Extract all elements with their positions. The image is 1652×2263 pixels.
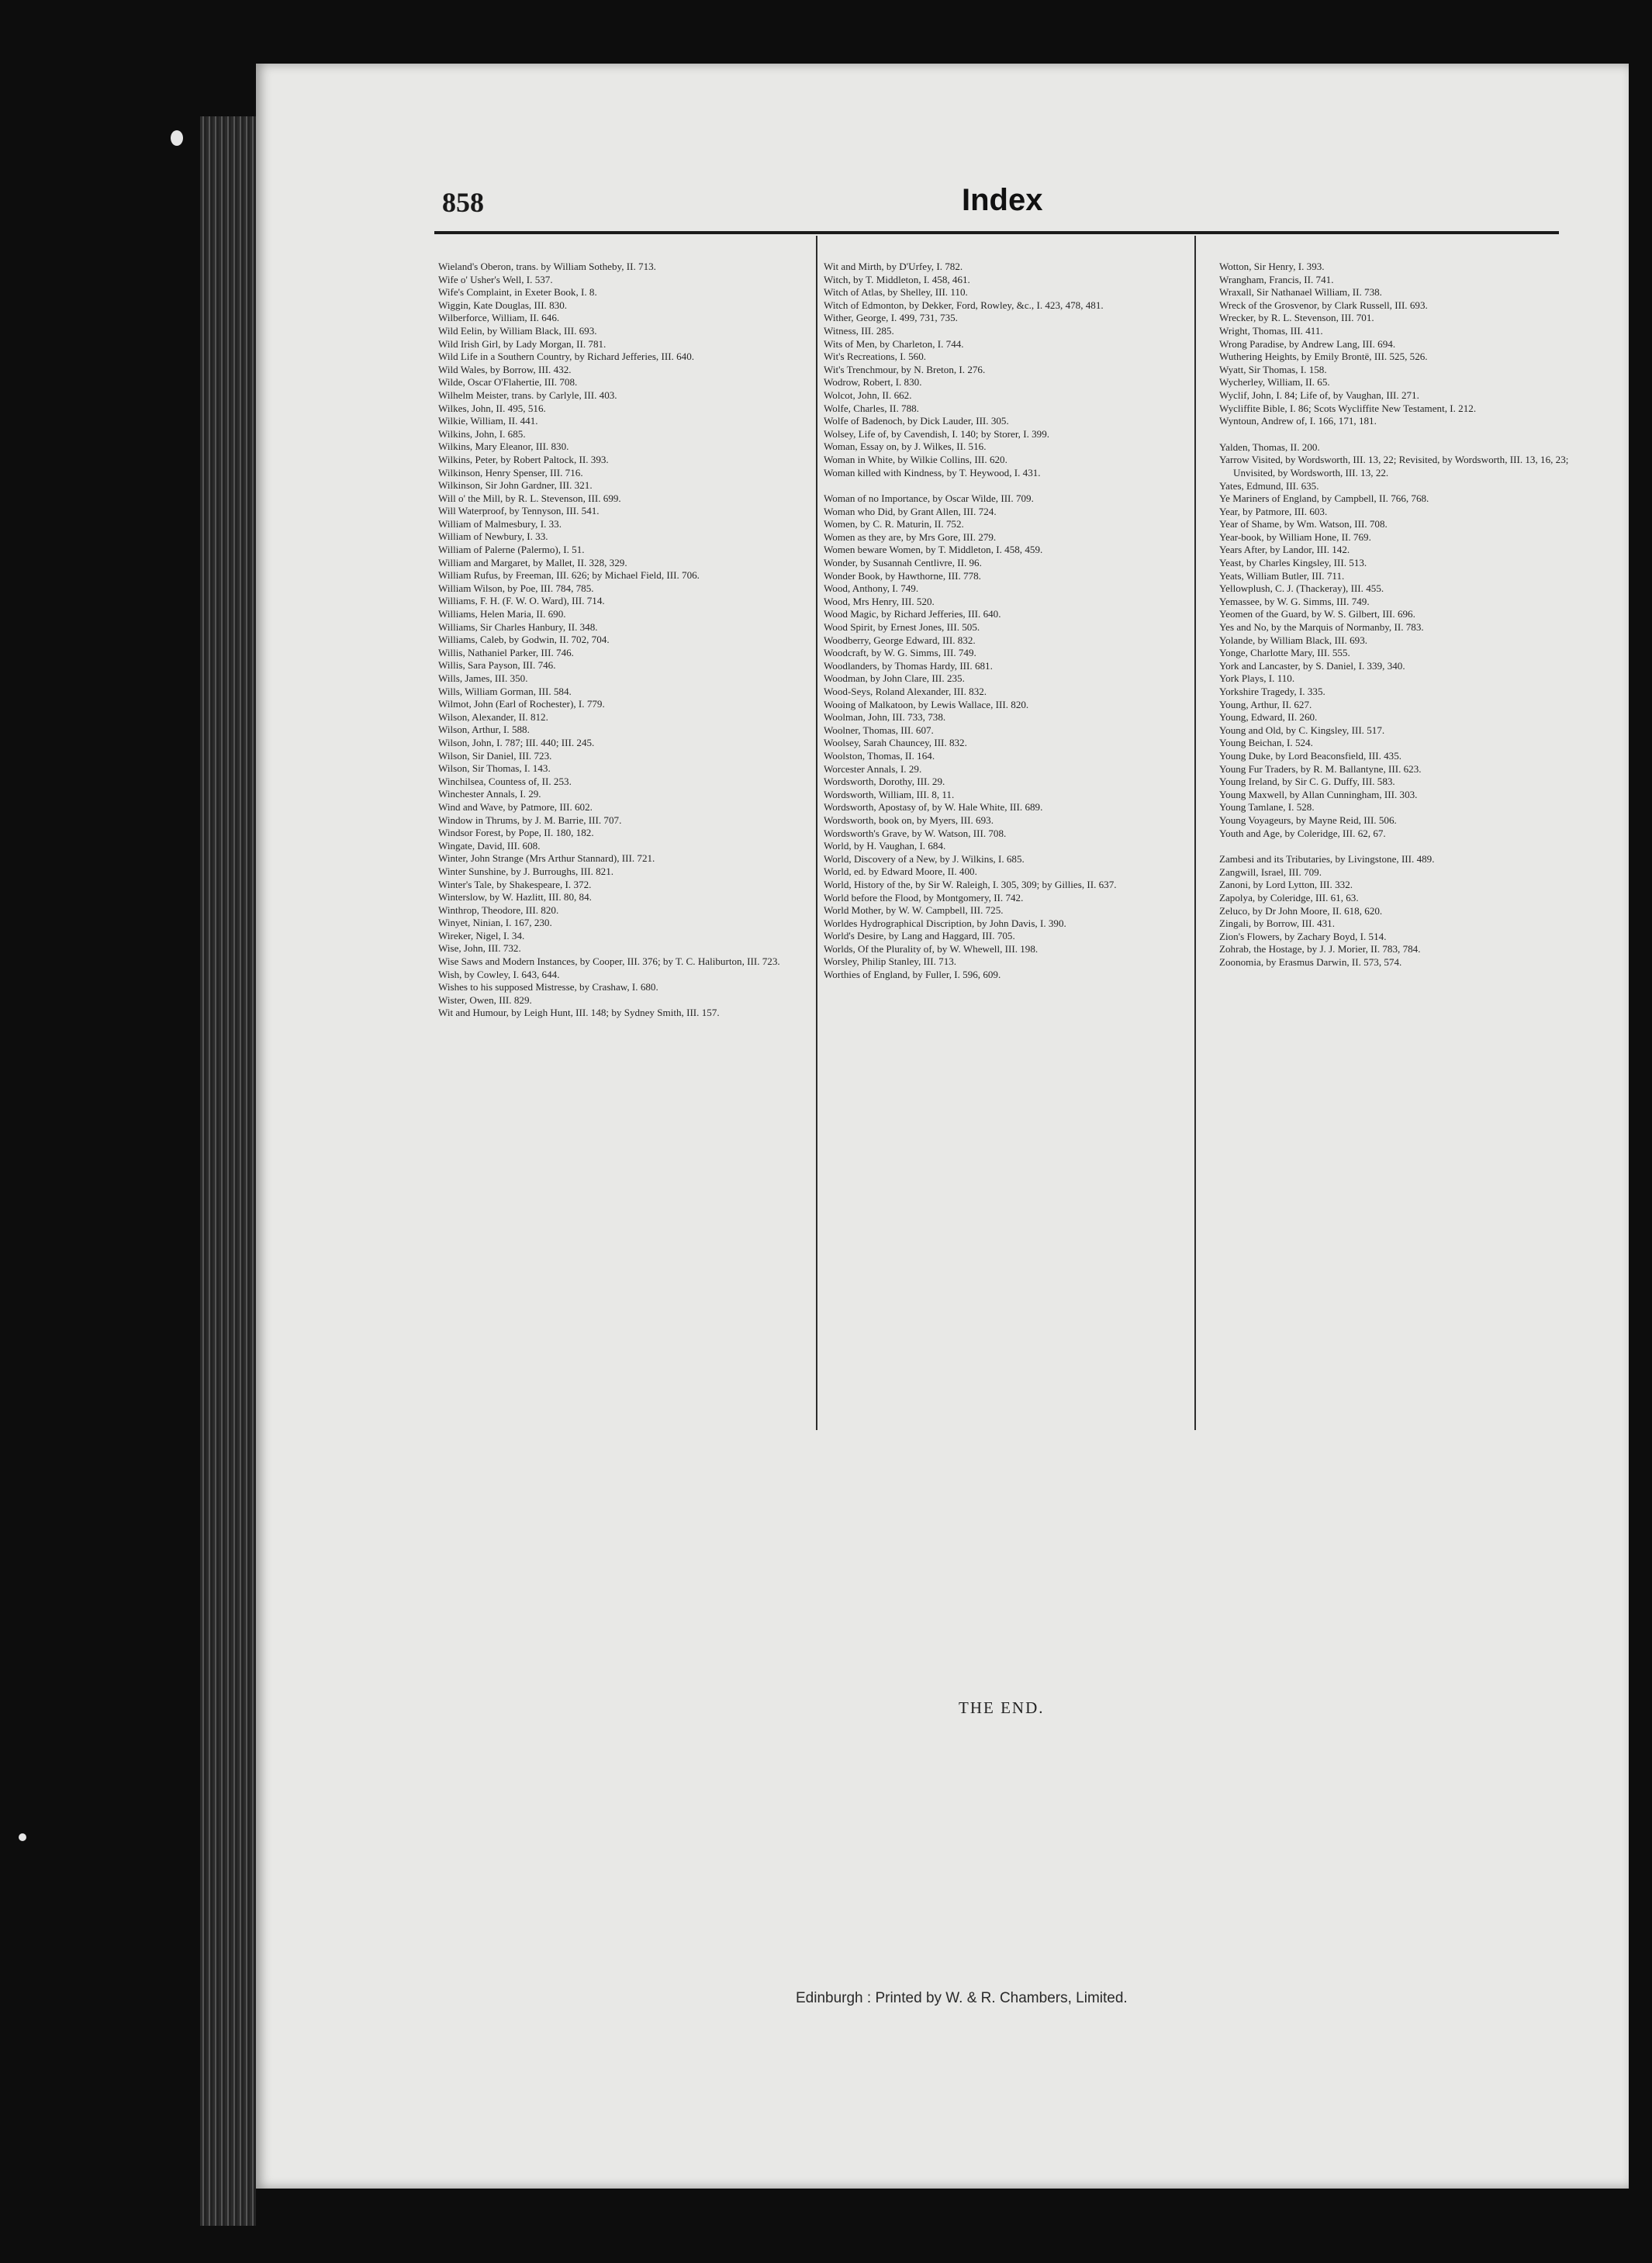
index-entry: Winterslow, by W. Hazlitt, III. 80, 84. [438, 891, 592, 903]
index-entry: Wilson, Arthur, I. 588. [438, 724, 530, 736]
scan-speck [19, 1833, 26, 1841]
index-entry: Wither, George, I. 499, 731, 735. [824, 312, 958, 324]
index-entry: Wraxall, Sir Nathanael William, II. 738. [1219, 286, 1382, 299]
index-entry: World before the Flood, by Montgomery, II. 742. [824, 891, 1024, 903]
index-entry: Wolsey, Life of, by Cavendish, I. 140; by Storer, I. 399. [824, 427, 1050, 440]
index-entry: Young, Edward, II. 260. [1219, 711, 1318, 724]
printer-imprint: Edinburgh : Printed by W. & R. Chambers, Limited. [796, 1990, 1128, 2006]
index-entry: Worsley, Philip Stanley, III. 713. [824, 955, 957, 968]
index-entry: Wilkes, John, II. 495, 516. [438, 402, 546, 414]
index-entry: Will o' the Mill, by R. L. Stevenson, III. 699. [438, 492, 621, 504]
index-entry: Yeast, by Charles Kingsley, III. 513. [1219, 557, 1367, 569]
index-entry: Yolande, by William Black, III. 693. [1219, 634, 1368, 646]
index-entry: Wister, Owen, III. 829. [438, 993, 532, 1006]
index-entry: Women, by C. R. Maturin, II. 752. [824, 518, 964, 530]
index-entry: Wild Life in a Southern Country, by Richard Jefferies, III. 640. [438, 351, 695, 363]
index-entry: Winter, John Strange (Mrs Arthur Stannard), III. 721. [438, 852, 655, 865]
index-entry: Wind and Wave, by Patmore, III. 602. [438, 800, 593, 813]
index-gap [824, 479, 1179, 492]
index-entry: Wilson, Sir Daniel, III. 723. [438, 749, 552, 762]
index-entry: Witch of Edmonton, by Dekker, Ford, Rowley, &c., I. 423, 478, 481. [824, 299, 1104, 311]
index-entry: Wrangham, Francis, II. 741. [1219, 273, 1334, 285]
index-entry: Yalden, Thomas, II. 200. [1219, 441, 1320, 453]
index-entry: Wordsworth, book on, by Myers, III. 693. [824, 814, 994, 826]
index-entry: Wyclif, John, I. 84; Life of, by Vaughan, III. 271. [1219, 389, 1419, 401]
index-entry: Year-book, by William Hone, II. 769. [1219, 530, 1371, 543]
index-entry: Winchilsea, Countess of, II. 253. [438, 775, 572, 787]
index-entry: Woman of no Importance, by Oscar Wilde, III. 709. [824, 492, 1034, 505]
index-entry: Young Tamlane, I. 528. [1219, 801, 1315, 814]
index-entry: Woolston, Thomas, II. 164. [824, 749, 935, 762]
index-entry: Wodrow, Robert, I. 830. [824, 376, 922, 389]
index-entry: Winyet, Ninian, I. 167, 230. [438, 917, 552, 929]
index-entry: Woodcraft, by W. G. Simms, III. 749. [824, 647, 976, 659]
index-entry: Year of Shame, by Wm. Watson, III. 708. [1219, 518, 1388, 530]
column-divider [816, 236, 817, 1430]
index-entry: Youth and Age, by Coleridge, III. 62, 67. [1219, 827, 1386, 839]
index-entry: Wright, Thomas, III. 411. [1219, 324, 1323, 337]
index-entry: Woman, Essay on, by J. Wilkes, II. 516. [824, 441, 987, 453]
index-entry: Wolfe of Badenoch, by Dick Lauder, III. 305. [824, 415, 1009, 427]
index-entry: Young, Arthur, II. 627. [1219, 698, 1312, 710]
index-entry: Young and Old, by C. Kingsley, III. 517. [1219, 724, 1385, 736]
page-number: 858 [442, 187, 484, 218]
index-entry: Zoonomia, by Erasmus Darwin, II. 573, 574. [1219, 955, 1402, 968]
index-entry: Williams, F. H. (F. W. O. Ward), III. 714. [438, 595, 605, 607]
index-entry: Yarrow Visited, by Wordsworth, III. 13, 22; Revisited, by Wordsworth, III. 13, 16, 23; Unvisited, by Wordsworth, III. 13, 22. [1219, 454, 1569, 479]
index-entry: Wyatt, Sir Thomas, I. 158. [1219, 363, 1327, 375]
index-entry: Willis, Sara Payson, III. 746. [438, 659, 556, 672]
index-entry: Wild Irish Girl, by Lady Morgan, II. 781. [438, 337, 607, 350]
index-entry: Zingali, by Borrow, III. 431. [1219, 917, 1335, 930]
index-entry: Woolner, Thomas, III. 607. [824, 724, 934, 736]
index-entry: Witch of Atlas, by Shelley, III. 110. [824, 286, 968, 299]
index-entry: Woodman, by John Clare, III. 235. [824, 672, 965, 685]
index-entry: Wit's Recreations, I. 560. [824, 351, 927, 363]
index-entry: World, ed. by Edward Moore, II. 400. [824, 865, 977, 878]
index-entry: Wonder Book, by Hawthorne, III. 778. [824, 569, 981, 582]
index-entry: Winchester Annals, I. 29. [438, 788, 541, 800]
index-entry: Wood-Seys, Roland Alexander, III. 832. [824, 686, 987, 697]
index-entry: Wyntoun, Andrew of, I. 166, 171, 181. [1219, 415, 1377, 427]
index-entry: Windsor Forest, by Pope, II. 180, 182. [438, 827, 594, 839]
index-entry: Year, by Patmore, III. 603. [1219, 505, 1328, 517]
index-column-middle [824, 261, 1179, 982]
index-entry: Young Voyageurs, by Mayne Reid, III. 506. [1219, 814, 1397, 826]
index-entry: Yonge, Charlotte Mary, III. 555. [1219, 647, 1350, 659]
index-entry: Wild Wales, by Borrow, III. 432. [438, 363, 572, 375]
index-entry: Young Ireland, by Sir C. G. Duffy, III. 583. [1219, 776, 1395, 788]
index-entry: World Mother, by W. W. Campbell, III. 725. [824, 904, 1004, 917]
index-entry: Wotton, Sir Henry, I. 393. [1219, 261, 1325, 272]
index-entry: Wilhelm Meister, trans. by Carlyle, III. 403. [438, 389, 617, 401]
index-entry: Wit and Mirth, by D'Urfey, I. 782. [824, 261, 963, 272]
index-entry: Wieland's Oberon, trans. by William Sotheby, II. 713. [438, 261, 656, 272]
index-entry: Will Waterproof, by Tennyson, III. 541. [438, 505, 600, 517]
index-entry: Worldes Hydrographical Discription, by John Davis, I. 390. [824, 917, 1066, 929]
index-entry: Wilmot, John (Earl of Rochester), I. 779. [438, 698, 605, 710]
index-entry: Witness, III. 285. [824, 324, 894, 337]
index-entry: Wood, Anthony, I. 749. [824, 582, 919, 595]
index-entry: Yes and No, by the Marquis of Normanby, II. 783. [1219, 621, 1424, 634]
index-entry: Window in Thrums, by J. M. Barrie, III. 707. [438, 814, 622, 826]
index-entry: Wit and Humour, by Leigh Hunt, III. 148; by Sydney Smith, III. 157. [438, 1007, 720, 1019]
index-entry: Zambesi and its Tributaries, by Livingstone, III. 489. [1219, 853, 1435, 865]
index-entry: Woodlanders, by Thomas Hardy, III. 681. [824, 659, 993, 672]
index-gap [1219, 428, 1574, 441]
index-entry: Wolcot, John, II. 662. [824, 389, 912, 401]
index-entry: Woodberry, George Edward, III. 832. [824, 634, 976, 646]
index-entry: Wordsworth, Dorothy, III. 29. [824, 776, 945, 788]
index-entry: Wilde, Oscar O'Flahertie, III. 708. [438, 376, 578, 389]
index-entry: Worcester Annals, I. 29. [824, 762, 922, 775]
index-entry: Wilberforce, William, II. 646. [438, 312, 560, 324]
index-entry: World, Discovery of a New, by J. Wilkins, I. 685. [824, 852, 1025, 865]
index-entry: Zapolya, by Coleridge, III. 61, 63. [1219, 891, 1359, 903]
index-entry: Zeluco, by Dr John Moore, II. 618, 620. [1219, 904, 1383, 917]
index-entry: Wish, by Cowley, I. 643, 644. [438, 968, 560, 980]
index-entry: Woman in White, by Wilkie Collins, III. 620. [824, 453, 1007, 465]
index-entry: World, by H. Vaughan, I. 684. [824, 840, 946, 852]
index-column-left [438, 261, 793, 1020]
index-entry: Woman who Did, by Grant Allen, III. 724. [824, 505, 997, 517]
index-entry: William of Newbury, I. 33. [438, 530, 548, 543]
index-entry: Yates, Edmund, III. 635. [1219, 479, 1319, 492]
index-entry: Woolsey, Sarah Chauncey, III. 832. [824, 737, 967, 749]
index-entry: Zohrab, the Hostage, by J. J. Morier, II. 783, 784. [1219, 943, 1421, 955]
index-entry: Wits of Men, by Charleton, I. 744. [824, 337, 964, 350]
index-entry: Willis, Nathaniel Parker, III. 746. [438, 646, 574, 658]
index-entry: William of Malmesbury, I. 33. [438, 517, 562, 530]
index-entry: Wiggin, Kate Douglas, III. 830. [438, 299, 568, 311]
page-title: Index [962, 183, 1043, 217]
index-entry: Wilkins, Peter, by Robert Paltock, II. 393. [438, 453, 609, 465]
index-entry: Wycherley, William, II. 65. [1219, 376, 1330, 389]
index-entry: Wolfe, Charles, II. 788. [824, 402, 919, 414]
index-entry: Wishes to his supposed Mistresse, by Crashaw, I. 680. [438, 981, 658, 993]
index-entry: Wills, James, III. 350. [438, 672, 528, 684]
index-entry: Women beware Women, by T. Middleton, I. 458, 459. [824, 544, 1043, 556]
index-entry: Wuthering Heights, by Emily Brontë, III. 525, 526. [1219, 351, 1428, 363]
index-entry: Young Duke, by Lord Beaconsfield, III. 435. [1219, 749, 1402, 762]
index-entry: Winter Sunshine, by J. Burroughs, III. 821. [438, 865, 614, 877]
index-entry: Worlds, Of the Plurality of, by W. Whewell, III. 198. [824, 942, 1039, 955]
index-entry: Wingate, David, III. 608. [438, 839, 541, 852]
index-entry: Zangwill, Israel, III. 709. [1219, 865, 1322, 878]
index-entry: Young Maxwell, by Allan Cunningham, III. 303. [1219, 788, 1418, 800]
index-entry: William and Margaret, by Mallet, II. 328, 329. [438, 556, 627, 568]
index-entry: Yeomen of the Guard, by W. S. Gilbert, III. 696. [1219, 608, 1415, 620]
index-entry: Wrong Paradise, by Andrew Lang, III. 694. [1219, 337, 1396, 350]
index-entry: Wreck of the Grosvenor, by Clark Russell, III. 693. [1219, 299, 1428, 311]
book-spine-edge [200, 116, 256, 2226]
index-entry: Witch, by T. Middleton, I. 458, 461. [824, 273, 970, 285]
index-entry: Wise Saws and Modern Instances, by Cooper, III. 376; by T. C. Haliburton, III. 723. [438, 955, 780, 968]
index-entry: Wise, John, III. 732. [438, 942, 521, 955]
index-entry: Williams, Sir Charles Hanbury, II. 348. [438, 620, 598, 633]
scan-speck [171, 130, 183, 146]
index-entry: Wood Spirit, by Ernest Jones, III. 505. [824, 621, 980, 634]
index-entry: Wycliffite Bible, I. 86; Scots Wycliffite New Testament, I. 212. [1219, 402, 1477, 414]
index-entry: Years After, by Landor, III. 142. [1219, 544, 1350, 556]
column-divider [1194, 236, 1196, 1430]
index-entry: Worthies of England, by Fuller, I. 596, 609. [824, 969, 1001, 981]
index-entry: Woman killed with Kindness, by T. Heywood, I. 431. [824, 466, 1041, 479]
index-entry: Yorkshire Tragedy, I. 335. [1219, 686, 1325, 697]
index-entry: William of Palerne (Palermo), I. 51. [438, 544, 585, 556]
index-entry: Williams, Helen Maria, II. 690. [438, 608, 566, 620]
index-entry: William Rufus, by Freeman, III. 626; by Michael Field, III. 706. [438, 569, 700, 582]
index-entry: York and Lancaster, by S. Daniel, I. 339, 340. [1219, 659, 1405, 672]
index-entry: William Wilson, by Poe, III. 784, 785. [438, 582, 594, 594]
index-entry: World's Desire, by Lang and Haggard, III. 705. [824, 930, 1015, 942]
index-entry: Wilkinson, Sir John Gardner, III. 321. [438, 479, 593, 492]
index-entry: Wilkins, Mary Eleanor, III. 830. [438, 441, 569, 453]
index-entry: Williams, Caleb, by Godwin, II. 702, 704. [438, 634, 610, 646]
index-entry: Young Beichan, I. 524. [1219, 737, 1313, 749]
index-entry: Wilkinson, Henry Spenser, III. 716. [438, 466, 583, 479]
index-entry: Wife's Complaint, in Exeter Book, I. 8. [438, 286, 597, 299]
index-entry: Wilson, John, I. 787; III. 440; III. 245. [438, 736, 595, 748]
index-entry: Wooing of Malkatoon, by Lewis Wallace, III. 820. [824, 698, 1029, 710]
index-entry: Young Fur Traders, by R. M. Ballantyne, III. 623. [1219, 762, 1422, 775]
index-entry: Woolman, John, III. 733, 738. [824, 711, 946, 724]
index-entry: Wild Eelin, by William Black, III. 693. [438, 324, 597, 337]
closing-text: THE END. [959, 1698, 1045, 1717]
index-entry: Winthrop, Theodore, III. 820. [438, 903, 559, 916]
index-entry: Wit's Trenchmour, by N. Breton, I. 276. [824, 363, 986, 375]
index-entry: Wife o' Usher's Well, I. 537. [438, 273, 553, 285]
header-rule [434, 231, 1559, 234]
index-entry: Wireker, Nigel, I. 34. [438, 929, 525, 941]
index-gap [1219, 840, 1574, 853]
index-entry: Wilkins, John, I. 685. [438, 427, 526, 440]
index-column-right [1219, 261, 1574, 969]
index-entry: Wordsworth, William, III. 8, 11. [824, 788, 955, 800]
index-entry: Wills, William Gorman, III. 584. [438, 685, 572, 697]
index-entry: Wordsworth's Grave, by W. Watson, III. 708. [824, 827, 1007, 839]
index-entry: Yellowplush, C. J. (Thackeray), III. 455. [1219, 582, 1384, 595]
index-entry: Wilson, Sir Thomas, I. 143. [438, 762, 551, 775]
index-entry: Wood Magic, by Richard Jefferies, III. 640. [824, 608, 1001, 620]
index-entry: Wilkie, William, II. 441. [438, 415, 538, 427]
index-entry: Wordsworth, Apostasy of, by W. Hale White, III. 689. [824, 801, 1043, 814]
index-entry: Wood, Mrs Henry, III. 520. [824, 595, 935, 607]
index-entry: Zion's Flowers, by Zachary Boyd, I. 514. [1219, 930, 1387, 942]
index-entry: Wilson, Alexander, II. 812. [438, 710, 548, 723]
index-entry: Winter's Tale, by Shakespeare, I. 372. [438, 878, 592, 890]
index-entry: Ye Mariners of England, by Campbell, II. 766, 768. [1219, 492, 1429, 505]
index-entry: Wrecker, by R. L. Stevenson, III. 701. [1219, 312, 1374, 324]
index-entry: World, History of the, by Sir W. Raleigh, I. 305, 309; by Gillies, II. 637. [824, 878, 1117, 890]
index-entry: Wonder, by Susannah Centlivre, II. 96. [824, 557, 982, 569]
index-entry: York Plays, I. 110. [1219, 672, 1295, 685]
index-entry: Yeats, William Butler, III. 711. [1219, 569, 1345, 582]
index-entry: Zanoni, by Lord Lytton, III. 332. [1219, 879, 1353, 891]
index-entry: Yemassee, by W. G. Simms, III. 749. [1219, 595, 1370, 607]
index-entry: Women as they are, by Mrs Gore, III. 279. [824, 530, 997, 543]
